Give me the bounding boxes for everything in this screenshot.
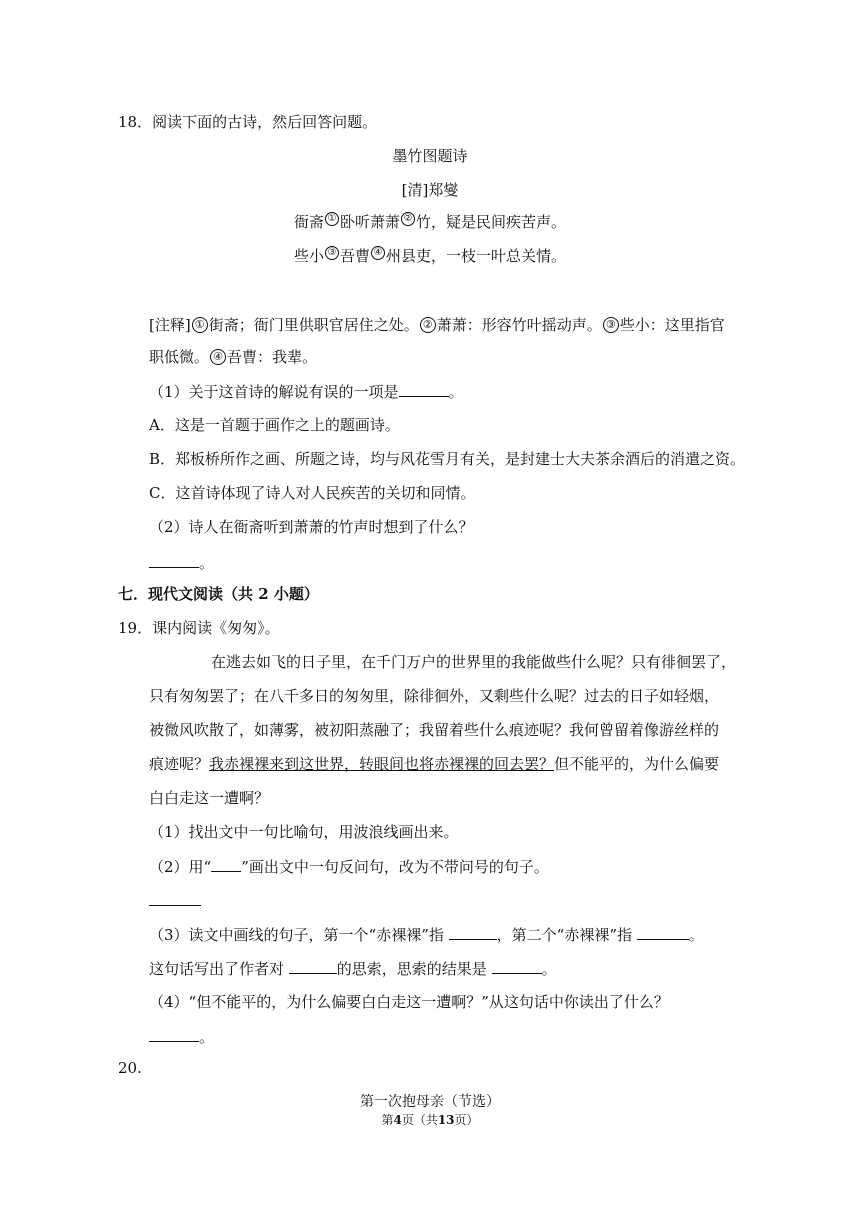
poem-title: 墨竹图题诗 [392,147,468,165]
answer-blank[interactable] [449,924,497,940]
annotation-text-4: 吾曹：我辈。 [227,348,318,366]
passage-line-3: 被微风吹散了，如薄雾，被初阳蒸融了；我留着些什么痕迹呢？我何曾留着像游丝样的 [149,721,720,739]
q19-sub1: （1）找出文中一句比喻句，用波浪线画出来。 [149,823,459,841]
footnote-marker-3: ③ [325,246,339,260]
section-7-prefix: 七．现代文阅读（共 [118,585,259,603]
option-b: B．郑板桥所作之画、所题之诗，均与风花雪月有关，是封建士大夫茶余酒后的消遣之资。 [149,450,746,468]
annotation-marker-2: ② [420,317,436,333]
poem-line-2 [0,246,860,266]
section-7-count: 2 [258,585,269,603]
q19-sub2 [149,856,549,877]
option-a: A．这是一首题于画作之上的题画诗。 [149,416,400,434]
q18-sub2: （2）诗人在衙斋听到萧萧的竹声时想到了什么？ [149,518,474,536]
q18-answer-line [149,552,214,573]
annotation-line-1 [149,315,725,335]
q19-sub3-line2 [149,958,557,979]
annotation-text-3b: 职低微。 [149,348,210,366]
q19-heading: 19．课内阅读《匆匆》。 [118,619,280,637]
poem-line-1-c: 竹，疑是民间疾苦声。 [416,213,567,231]
q19-sub3-c: 。 [688,926,704,944]
q19-sub2-answer [149,890,201,911]
passage-line-4-a: 痕迹呢？ [149,755,210,773]
passage-line-2: 只有匆匆罢了；在八千多日的匆匆里，除徘徊外，又剩些什么呢？过去的日子如轻烟， [149,687,720,705]
q19-sub3-line1 [149,924,704,945]
annotation-marker-3: ③ [603,317,619,333]
answer-end: 。 [199,1028,215,1046]
annotation-text-1: 街斋；衙门里供职官居住之处。 [208,316,419,334]
page-suffix: 页） [454,1113,479,1127]
q19-sub2-b: ”画出文中一句反问句，改为不带问号的句子。 [241,858,549,876]
footnote-marker-2: ② [401,212,415,226]
answer-blank[interactable] [492,958,542,974]
page-total: 13 [437,1113,455,1127]
poem-line-1-b: 卧听萧萧 [339,213,400,231]
annotation-marker-1: ① [192,317,208,333]
page-current: 4 [393,1113,402,1127]
section-7-heading [118,584,319,604]
q19-sub3-d: 这句话写出了作者对 [149,960,289,978]
passage-line-4 [149,754,719,774]
annotation-prefix: [注释] [149,316,191,334]
answer-blank[interactable] [637,924,689,940]
answer-blank[interactable] [399,381,449,397]
answer-blank[interactable] [289,958,337,974]
footnote-marker-4: ④ [371,246,385,260]
underlined-sentence: 我赤裸裸来到这世界，转眼间也将赤裸裸的回去罢？ [209,755,555,773]
poem-author: [清]郑燮 [401,181,459,199]
q18-sub1 [149,381,464,402]
page-number [0,1110,860,1130]
section-7-suffix: 小题） [268,585,319,603]
option-c: C．这首诗体现了诗人对人民疾苦的关切和同情。 [149,484,476,502]
poem-line-2-a: 些小 [293,247,324,265]
q18-heading: 18．阅读下面的古诗，然后回答问题。 [118,113,378,131]
passage-title: 第一次抱母亲（节选） [360,1094,500,1110]
poem-line-1-a: 衙斋 [293,213,324,231]
annotation-line-2 [149,347,317,367]
answer-blank[interactable] [149,890,201,906]
q19-sub3-f: 。 [541,960,557,978]
q20-number: 20. [118,1059,142,1077]
q18-sub1-end: 。 [448,383,464,401]
passage-line-5: 白白走这一遭啊？ [149,789,270,807]
q19-sub3-e: 的思索，思索的结果是 [336,960,492,978]
passage-line-4-b: 但不能平的，为什么偏要 [554,755,720,773]
page-prefix: 第 [381,1113,394,1127]
q19-sub4: （4）“但不能平的，为什么偏要白白走这一遭啊？”从这句话中你读出了什么？ [149,993,669,1011]
poem-line-2-c: 州县吏，一枝一叶总关情。 [386,247,567,265]
q19-sub4-answer [149,1026,214,1047]
poem-line-2-b: 吾曹 [339,247,370,265]
annotation-marker-4: ④ [210,349,226,365]
answer-blank[interactable] [149,1026,199,1042]
answer-blank[interactable] [149,552,199,568]
poem-line-1 [0,212,860,232]
passage-line-1: 在逃去如飞的日子里，在千门万户的世界里的我能做些什么呢？只有徘徊罢了， [211,653,737,671]
annotation-text-3: 些小：这里指官 [619,316,725,334]
footnote-marker-1: ① [325,212,339,226]
q19-sub3-a: （3）读文中画线的句子，第一个“赤裸裸”指 [149,926,449,944]
answer-end: 。 [199,554,215,572]
q19-sub3-b: ，第二个“赤裸裸”指 [496,926,637,944]
q19-sub2-a: （2）用“ [149,858,212,876]
underline-sample [211,856,241,872]
annotation-text-2: 萧萧：形容竹叶摇动声。 [436,316,602,334]
page-mid: 页（共 [401,1113,438,1127]
q18-sub1-text: （1）关于这首诗的解说有误的一项是 [149,383,399,401]
